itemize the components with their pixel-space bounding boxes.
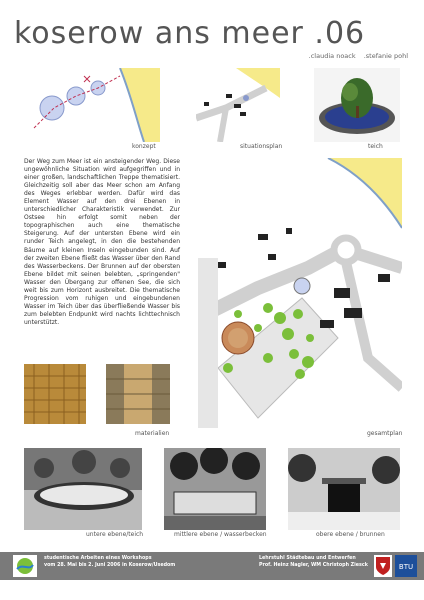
author-2: .stefanie pohl — [363, 52, 408, 60]
footer-bar — [0, 552, 424, 580]
material-photo-2 — [106, 364, 170, 424]
footer-left-line-1: studentische Arbeiten eines Workshops — [44, 556, 152, 561]
situationsplan-image — [196, 68, 280, 142]
caption-konzept: konzept — [132, 143, 156, 150]
gesamtplan-image — [198, 158, 402, 428]
workshop-logo — [13, 555, 37, 577]
material-photo-1 — [24, 364, 86, 424]
body-text: Der Weg zum Meer ist ein ansteigender Weg. Diese ungewöhnliche Situation wird aufgegriffen und in einer großen, landschaftlichen Treppe thematisiert. Gleichzeitig soll aber das Meer schon am Anfang des Weges erlebbar werden. Dafür wird das Element Wasser auf den drei Ebenen in unterschiedlicher Charakteristik verwendet. Zur Ostsee hin erfolgt somit neben der topographischen auch eine thematische Steigerung. Auf der untersten Ebene wird ein runder Teich angelegt, in den die bestehenden Bäume auf kleinen Inseln eingebunden sind. Auf der zweiten Ebene fließt das Wasser über den Rand des Wasserbeckens. Der Brunnen auf der obersten Ebene bildet mit seinen belebten, „springenden" Wasser den Übergang zur offenen See, die sich weit bis zum Horizont ausbreitet. Die thematische Progression vom ruhigen und eingebundenen Wasser im Teich über das überfließende Wasser bis zum belebten Endpunkt wird nachts lichttechnisch unterstützt. — [24, 158, 180, 326]
konzept-image — [24, 68, 160, 142]
footer-left-text — [44, 556, 175, 569]
caption-situationsplan: situationsplan — [240, 143, 283, 150]
untere-ebene-image — [24, 448, 142, 530]
crest-logo — [374, 555, 392, 577]
caption-gesamtplan: gesamtplan — [367, 430, 403, 437]
poster-title: koserow ans meer .06 — [14, 16, 366, 51]
caption-teich: teich — [368, 143, 383, 150]
caption-untere: untere ebene/teich — [86, 531, 144, 538]
caption-obere: obere ebene / brunnen — [316, 531, 385, 538]
mittlere-ebene-image — [164, 448, 266, 530]
authors — [303, 52, 408, 60]
footer-right-text — [259, 556, 368, 569]
author-1: .claudia noack — [308, 52, 356, 60]
footer-left-line-2: vom 28. Mai bis 2. Juni 2006 in Koserow/Usedom — [44, 562, 176, 568]
teich-image — [314, 68, 400, 142]
footer-right-line-1: Lehrstuhl Städtebau und Entwerfen — [259, 556, 356, 561]
obere-ebene-image — [288, 448, 400, 530]
footer-right-line-2: Prof. Heinz Nagler, WM Christoph Ziesck — [259, 562, 368, 568]
btu-logo — [395, 555, 417, 577]
btu-logo-text: BTU — [398, 563, 414, 571]
caption-mittlere: mittlere ebene / wasserbecken — [174, 531, 267, 538]
caption-materialien: materialien — [135, 430, 170, 437]
